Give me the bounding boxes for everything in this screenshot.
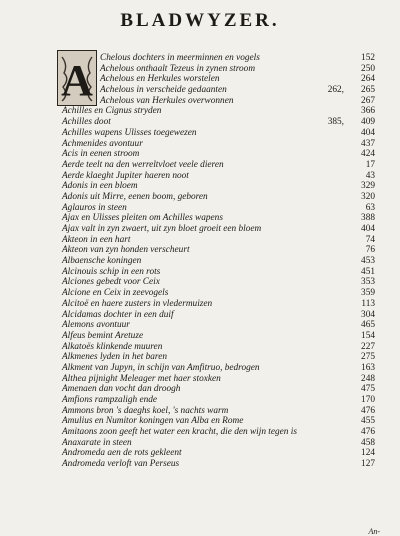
index-entry [0,342,400,353]
index-entry [0,395,400,406]
index-entry [0,235,400,246]
entry-page-number: 170 [361,395,375,405]
entry-page-number: 451 [361,266,375,277]
entry-text: Andromeda aen de rots gekleent [62,448,182,459]
index-entry [0,181,400,192]
entry-page-number: 265 [361,85,375,96]
index-entry [0,53,400,64]
entry-page-number: 388 [361,213,375,224]
entry-text: Ammons bron 's daeghs koel, 's nachts warm [62,405,229,416]
index-entry [0,171,400,182]
entry-text: Amitaons zoon geeft het water een kracht, die den wijn tegen is [62,427,297,438]
entry-page-number: 250 [361,63,375,74]
index-entry [0,245,400,256]
entry-page-number: 154 [361,330,375,341]
index-entry [0,224,400,235]
entry-text: Achelous in verscheide gedaanten [100,85,227,96]
index-entry [0,277,400,288]
entry-page-number: 366 [361,106,375,117]
entry-page-number: 476 [361,405,375,416]
entry-text: Achmenides avontuur [62,138,143,149]
entry-page-number: 163 [361,362,375,373]
entry-text: Alkatoës klinkende muuren [62,341,163,352]
entry-page-number: 76 [365,245,375,256]
entry-text: Alciones gebedt voor Ceix [62,277,160,288]
index-entry [0,85,400,96]
entry-page-number: 475 [361,384,375,395]
entry-text: Achelous en Herkules worstelen [100,74,220,85]
entry-text: Althea pijnight Meleager met haer stoxken [62,373,221,384]
entry-text: Andromeda verloft van Perseus [62,459,180,470]
entry-page-number: 465 [361,320,375,331]
catchword: An- [368,527,380,536]
entry-page-number: 409 [361,117,375,128]
entry-page-number: 424 [361,149,375,160]
entry-page-number: 248 [361,373,375,384]
index-entry [0,320,400,331]
index-entry [0,352,400,363]
entry-page-number: 264 [361,74,375,85]
entry-page-number: 113 [361,298,375,309]
index-entry [0,299,400,310]
index-entry [0,139,400,150]
entry-text: Alcinouis schip in een rots [62,266,161,277]
entry-text: Alcione en Ceix in zeevogels [62,288,169,299]
entry-text: Achilles en Cignus stryden [62,106,162,117]
entry-text: Anaxarate in steen [62,437,132,448]
index-entry [0,406,400,417]
entry-text: Amfions rampzaligh ende [62,395,158,405]
entry-text: Alkmenes lyden in het baren [62,352,167,363]
index-entry [0,416,400,427]
entry-page-number: 455 [361,416,375,427]
entry-text: Alcidamas dochter in een duif [62,309,174,320]
entry-page-number: 267 [361,95,375,106]
entry-page-number: 404 [361,224,375,234]
index-entry [0,256,400,267]
entry-text: Adonis in een bloem [62,181,138,192]
entry-page-number: 453 [361,256,375,267]
entry-text: Acis in eenen stroom [62,149,140,160]
index-entry [0,203,400,214]
index-entry [0,331,400,342]
entry-text: Alkment van Jupyn, in schijn van Amfitruo, bedrogen [62,362,260,373]
entry-text: Albaensche koningen [62,256,142,267]
entry-page-number: 43 [365,170,375,181]
index-entry [0,74,400,85]
entry-text: Ajax valt in zyn zwaert, uit zyn bloet groeit een bloem [62,224,262,234]
entry-text: Achelous onthaalt Tezeus in zynen stroom [100,63,256,74]
entry-page-number: 74 [365,234,375,245]
index-entry [0,267,400,278]
index-entry [0,459,400,470]
page-title: BLADWYZER. [120,10,280,31]
index-entry [0,374,400,385]
entry-text: Ajax en Ulisses pleiten om Achilles wapens [62,213,223,224]
entry-text: Akteon in een hart [62,234,131,245]
index-entry [0,288,400,299]
entry-text: Achilles wapens Ulisses toegewezen [62,127,197,138]
entry-text: Chelous dochters in meerminnen en vogels [100,53,260,63]
entry-page-number: 359 [361,288,375,299]
entry-text: Alcitoë en haere zusters in vledermuizen [62,298,213,309]
entry-page-number: 124 [361,448,375,459]
entry-page-number: 404 [361,127,375,138]
index-entry [0,363,400,374]
index-entry [0,438,400,449]
entry-page-number: 437 [361,138,375,149]
entry-text: Alemons avontuur [62,320,130,331]
index-entry [0,310,400,321]
index-entry [0,448,400,459]
index-entry-list [0,53,400,470]
entry-text: Adonis uit Mirre, eenen boom, geboren [62,191,208,202]
entry-text: Aglauros in steen [62,202,127,213]
index-entry [0,192,400,203]
index-entry [0,96,400,107]
entry-page-number: 127 [361,459,375,470]
index-entry [0,149,400,160]
entry-page-number: 329 [361,181,375,192]
entry-text: Aerde teelt na den werreltvloet veele dieren [62,159,224,170]
index-entry [0,384,400,395]
entry-page-number: 353 [361,277,375,288]
index-entry [0,213,400,224]
index-entry [0,106,400,117]
entry-page-number: 458 [361,437,375,448]
entry-page-number: 304 [361,309,375,320]
entry-page-number: 17 [365,159,375,170]
index-entry [0,128,400,139]
entry-text: Achelous van Herkules overwonnen [100,95,234,106]
entry-text: Alfeus bemint Aretuze [62,330,144,341]
entry-page-number: 476 [361,427,375,438]
index-entry [0,427,400,438]
index-entry [0,64,400,75]
entry-page-number: 275 [361,352,375,363]
entry-page-number: 320 [361,191,375,202]
entry-text: Amenaen dan vocht dan droogh [62,384,181,395]
entry-page-number: 152 [361,53,375,63]
entry-page-number: 63 [365,202,375,213]
entry-text: Amulius en Numitor koningen van Alba en Rome [62,416,244,427]
entry-page-number: 227 [361,341,375,352]
initial-letter: A [61,56,93,105]
index-entry [0,160,400,171]
entry-page-secondary: 262, [327,85,344,96]
entry-text: Achilles doot [62,117,111,128]
entry-page-secondary: 385, [327,117,344,128]
index-entry [0,117,400,128]
entry-text: Aerde klaeght Jupiter haeren noot [62,170,189,181]
entry-text: Akteon van zyn honden verscheurt [62,245,190,256]
